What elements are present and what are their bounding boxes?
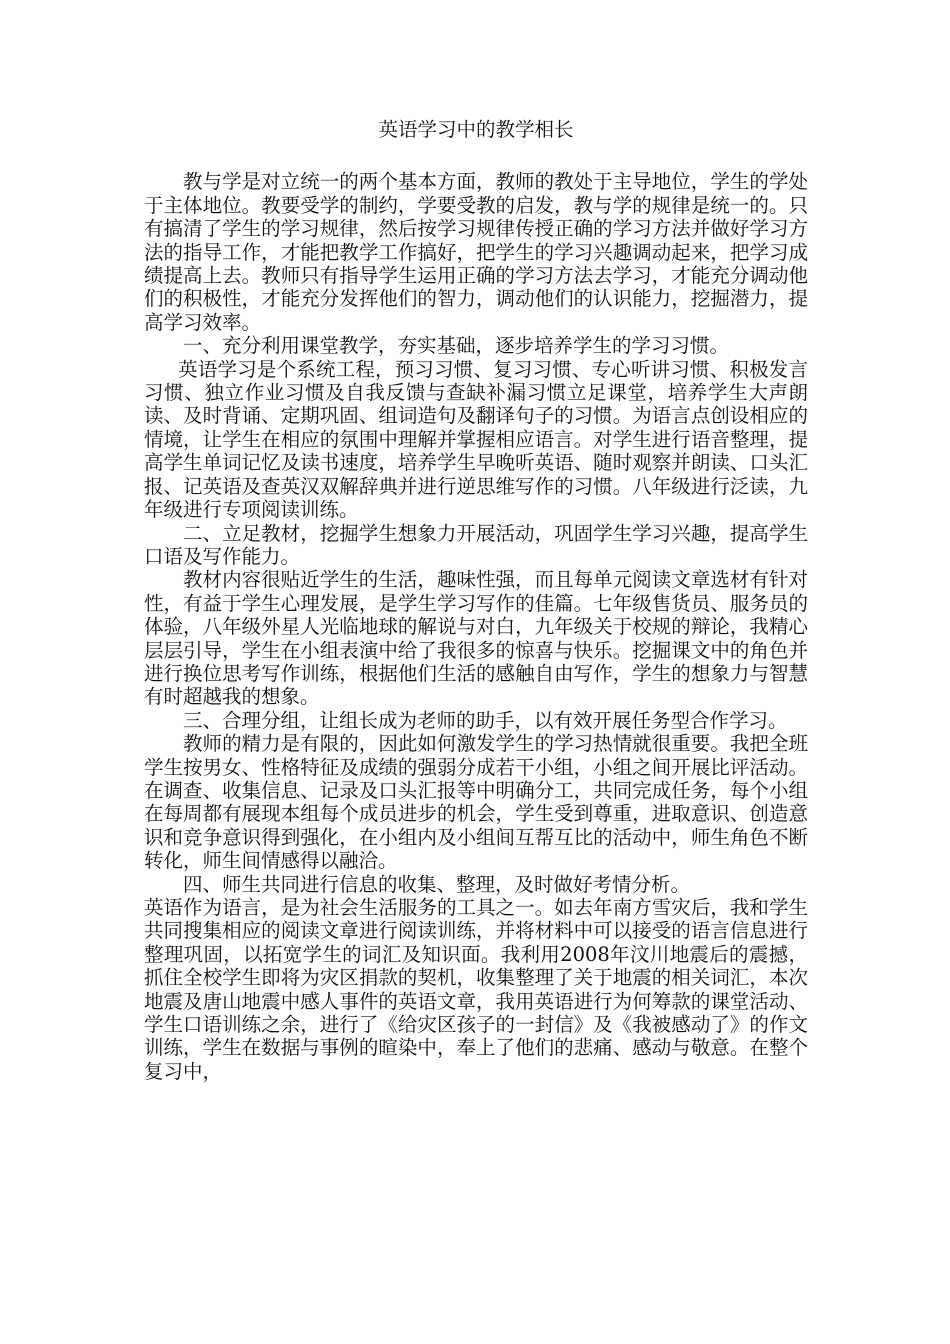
section-heading-2: 二、立足教材，挖掘学生想象力开展活动，巩固学生学习兴趣，提高学生口语及写作能力。 xyxy=(144,521,808,568)
section-heading-3: 三、合理分组，让组长成为老师的助手，以有效开展任务型合作学习。 xyxy=(183,708,788,732)
paragraph-section-4: 英语作为语言，是为社会生活服务的工具之一。如去年南方雪灾后，我和学生共同搜集相应的阅读文章进行阅读训练，并将材料中可以接受的语言信息进行整理巩固，以拓宽学生的词汇及知识面。我利用2008年汶川地震后的震撼，抓住全校学生即将为灾区捐款的契机，收集整理了关于地震的相关词汇，本次地震及唐山地震中感人事件的英语文章，我用英语进行为何筹款的课堂活动、学生口语训练之余，进行了《给灾区孩子的一封信》及《我被感动了》的作文训练，学生在数据与事例的暄染中，奉上了他们的悲痛、感动与敬意。在整个复习中， xyxy=(144,896,808,1083)
section-heading-1: 一、充分利用课堂教学，夯实基础，逐步培养学生的学习习惯。 xyxy=(183,334,730,358)
paragraph-section-2: 教材内容很贴近学生的生活，趣味性强，而且每单元阅读文章选材有针对性，有益于学生心理发展，是学生学习写作的佳篇。七年级售货员、服务员的体验，八年级外星人光临地球的解说与对白，九年级关于校规的辩论，我精心层层引导，学生在小组表演中给了我很多的惊喜与快乐。挖掘课文中的角色并进行换位思考写作训练，根据他们生活的感触自由写作，学生的想象力与智慧有时超越我的想象。 xyxy=(144,568,808,709)
document-page xyxy=(144,118,808,1083)
section-heading-4: 四、师生共同进行信息的收集、整理，及时做好考情分析。 xyxy=(183,872,691,896)
paragraph-section-1: 英语学习是个系统工程，预习习惯、复习习惯、专心听讲习惯、积极发言习惯、独立作业习惯及自我反馈与查缺补漏习惯立足课堂，培养学生大声朗读、及时背诵、定期巩固、组词造句及翻译句子的习惯。为语言点创设相应的情境，让学生在相应的氛围中理解并掌握相应语言。对学生进行语音整理，提高学生单词记忆及读书速度，培养学生早晚听英语、随时观察并朗读、口头汇报、记英语及查英汉双解辞典并进行逆思维写作的习惯。八年级进行泛读，九年级进行专项阅读训练。 xyxy=(144,357,808,522)
paragraph-intro: 教与学是对立统一的两个基本方面，教师的教处于主导地位，学生的学处于主体地位。教要受学的制约，学要受教的启发，教与学的规律是统一的。只有搞清了学生的学习规律，然后按学习规律传授正确的学习方法并做好学习方法的指导工作，才能把教学工作搞好，把学生的学习兴趣调动起来，把学习成绩提高上去。教师只有指导学生运用正确的学习方法去学习，才能充分调动他们的积极性，才能充分发挥他们的智力，调动他们的认识能力，挖掘潜力，提高学习效率。 xyxy=(144,170,808,334)
document-title: 英语学习中的教学相长 xyxy=(378,118,574,141)
paragraph-section-3: 教师的精力是有限的，因此如何激发学生的学习热情就很重要。我把全班学生按男女、性格特征及成绩的强弱分成若干小组，小组之间开展比评活动。在调查、收集信息、记录及口头汇报等中明确分工，共同完成任务，每个小组在每周都有展现本组每个成员进步的机会，学生受到尊重，进取意识、创造意识和竞争意识得到强化，在小组内及小组间互帮互比的活动中，师生角色不断转化，师生间情感得以融洽。 xyxy=(144,732,808,873)
